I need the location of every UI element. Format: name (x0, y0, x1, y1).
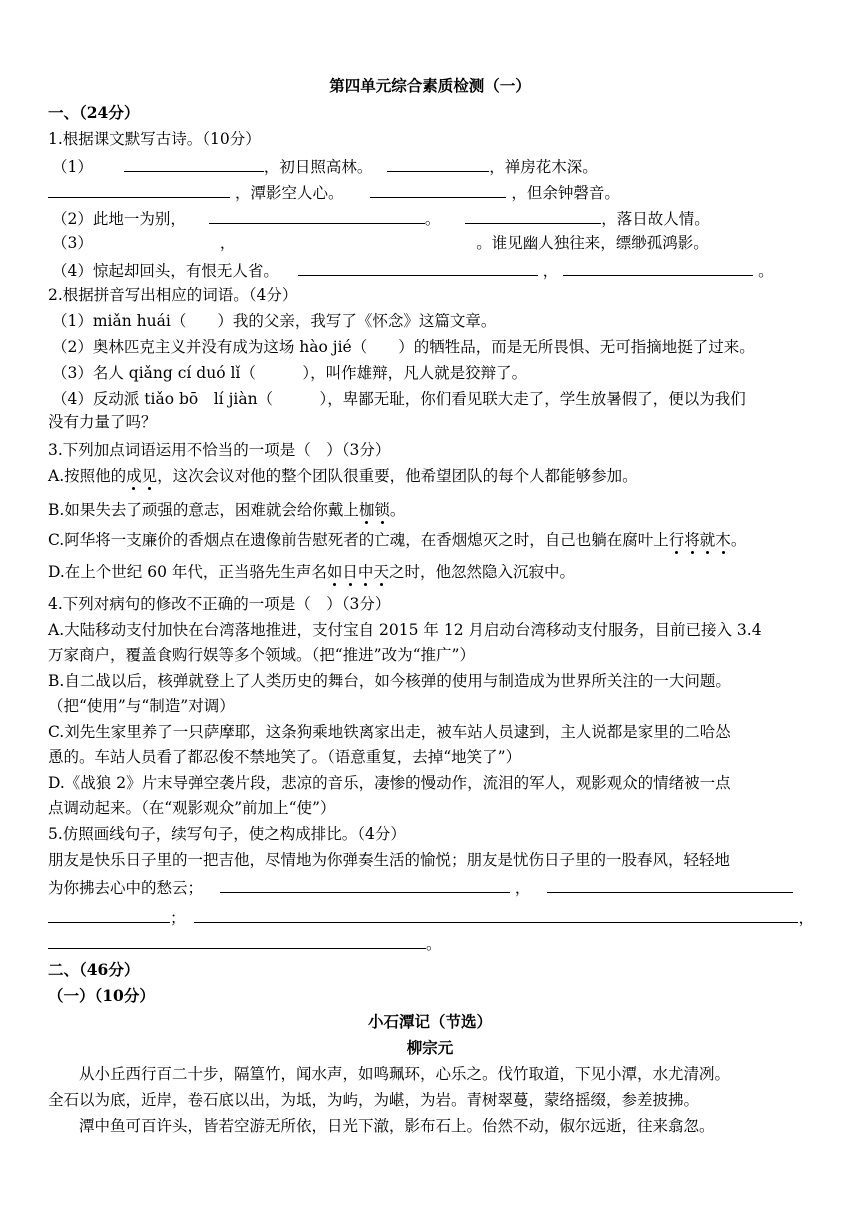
q1-line-4 (52, 233, 709, 253)
q4-option-b-1: B.自二战以后，核弹就登上了人类历史的舞台，如今核弹的使用与制造成为世界所关注的一大问题。 (48, 672, 731, 690)
answer-blank[interactable] (48, 906, 170, 923)
text: B.如果失去了顽强的意志，困难就会给你戴上 (48, 501, 359, 519)
section-2-header: 二、（46分） (48, 960, 140, 979)
q1-l3-label: （2）此地一为别， (52, 210, 186, 228)
q1-l3-text: 。 (424, 210, 441, 228)
text: D.在上个世纪 60 年代，正当骆先生声名 (48, 563, 327, 581)
dotted-char: 天 (373, 563, 389, 581)
q5-l3-semicolon: ； (170, 909, 186, 927)
answer-blank[interactable] (298, 259, 538, 276)
answer-blank[interactable] (220, 876, 510, 893)
answer-blank[interactable] (465, 207, 601, 224)
answer-blank[interactable] (209, 207, 425, 224)
poem-author: 柳宗元 (406, 1038, 454, 1057)
q4-option-a-2: 万家商户，覆盖食购行娱等多个领域。（把“推进”改为“推广”） (48, 646, 475, 664)
q1-line-1 (52, 155, 598, 177)
q1-l5-end: 。 (758, 262, 774, 280)
q4-option-c-1: C.刘先生家里养了一只萨摩耶，这条狗乘地铁离家出走，被车站人员逮到，主人说都是家里的二哈怂 (48, 723, 731, 741)
dotted-char: 如 (326, 563, 343, 581)
dotted-char: 木 (715, 531, 731, 549)
q4-option-d-1: D.《战狼 2》片末导弹空袭片段，悲凉的音乐，凄惨的慢动作，流泪的军人，观影观众的情绪被一点 (48, 774, 731, 792)
q1-stem: 1.根据课文默写古诗。（10分） (48, 130, 261, 148)
dotted-char: 行 (668, 531, 685, 549)
dotted-char: 日 (342, 563, 358, 581)
answer-blank[interactable] (370, 181, 506, 198)
q1-l1-label: （1） (52, 158, 93, 176)
answer-blank[interactable] (387, 155, 489, 172)
q5-l3-comma: ， (798, 909, 814, 927)
q1-l1-text: ，初日照高林。 (263, 158, 373, 176)
section-2-sub-1: （一）（10分） (48, 986, 155, 1005)
q3-option-d (48, 562, 575, 582)
q3-option-c (48, 530, 746, 550)
dotted-char: 就 (699, 531, 716, 549)
q4-option-a-1: A.大陆移动支付加快在台湾落地推进，支付宝自 2015 年 12 月启动台湾移动支付服务，目前已接入 3.4 (48, 621, 762, 639)
q1-l4-comma: ， (219, 234, 236, 252)
q5-line-2 (48, 876, 793, 898)
q2-stem: 2.根据拼音写出相应的词语。（4分） (48, 286, 298, 304)
q4-option-d-2: 点调动起来。（在“观影观众”前加上“使”） (48, 799, 336, 817)
dotted-char: 见 (141, 467, 158, 485)
answer-blank[interactable] (194, 906, 798, 923)
q1-line-5 (52, 259, 774, 281)
q4-stem: 4.下列对病句的修改不正确的一项是（ ）（3分） (48, 595, 391, 613)
q1-l2-text: ，潭影空人心。 (234, 184, 344, 202)
section-1-header: 一、（24分） (48, 103, 140, 122)
text: 之时，他忽然隐入沉寂中。 (388, 563, 575, 581)
text: 。 (730, 531, 747, 549)
q5-stem: 5.仿照画线句子，续写句子，使之构成排比。（4分） (48, 825, 406, 843)
q1-l4-label: （3） (52, 234, 93, 252)
poem-title: 小石潭记（节选） (367, 1012, 492, 1031)
q5-l2-comma: ， (514, 879, 531, 897)
answer-blank[interactable] (48, 181, 230, 198)
q2-line-3: （3）名人 qiǎng cí duó lǐ（ ），叫作雄辩，凡人就是狡辩了。 (52, 364, 528, 382)
answer-blank[interactable] (124, 155, 264, 172)
q2-line-2: （2）奥林匹克主义并没有成为这场 hào jié（ ）的牺牲品，而是无所畏惧、无可指摘地挺了过来。 (52, 338, 755, 356)
text: A.按照他的 (48, 467, 127, 485)
q5-line-3 (48, 906, 814, 928)
q1-l4-text: 。谁见幽人独往来，缥缈孤鸿影。 (476, 234, 709, 252)
q2-line-1: （1）miǎn huái（ ）我的父亲，我写了《怀念》这篇文章。 (52, 312, 497, 330)
q3-option-b (48, 500, 405, 520)
passage-line-2: 全石以为底，近岸，卷石底以出，为坻，为屿，为嵁，为岩。青树翠蔓，蒙络摇缀，参差披拂。 (48, 1091, 700, 1109)
q5-line-1: 朋友是快乐日子里的一把吉他，尽情地为你弹奏生活的愉悦；朋友是忧伤日子里的一股春风，轻轻地 (48, 851, 731, 869)
page-title: 第四单元综合素质检测（一） (329, 76, 531, 95)
q5-l4-end: 。 (426, 935, 442, 953)
q1-l5-comma: ， (542, 262, 559, 280)
passage-line-3: 潭中鱼可百许头，皆若空游无所依，日光下澈，影布石上。佁然不动，俶尔远逝，往来翕忽。 (79, 1117, 715, 1135)
q2-line-5: 没有力量了吗？ (48, 413, 157, 431)
q3-option-a (48, 466, 638, 486)
answer-blank[interactable] (48, 932, 426, 949)
q1-line-2 (48, 181, 620, 203)
dotted-char: 锁 (374, 501, 390, 519)
dotted-char: 中 (357, 563, 374, 581)
dotted-char: 枷 (358, 501, 375, 519)
q3-stem: 3.下列加点词语运用不恰当的一项是（ ）（3分） (48, 441, 391, 459)
q5-line-4 (48, 932, 442, 954)
dotted-char: 将 (684, 531, 700, 549)
passage-line-1: 从小丘西行百二十步，隔篁竹，闻水声，如鸣珮环，心乐之。伐竹取道，下见小潭，水尤清冽。 (79, 1065, 731, 1083)
text: 。 (389, 501, 406, 519)
q1-l2-text-2: ，但余钟磬音。 (511, 184, 620, 202)
q2-line-4: （4）反动派 tiǎo bō lí jiàn（ ），卑鄙无耻，你们看见联大走了，学生放暑假了，便以为我们 (52, 390, 746, 408)
q1-l5-text: （4）惊起却回头，有恨无人省。 (52, 262, 279, 280)
dotted-char: 成 (126, 467, 142, 485)
text: ，这次会议对他的整个团队很重要，他希望团队的每个人都能够参加。 (157, 467, 638, 485)
q1-line-3 (52, 207, 710, 229)
q5-l2-text: 为你拂去心中的愁云； (48, 879, 204, 897)
q1-l1-text-2: ，禅房花木深。 (489, 158, 598, 176)
q4-option-b-2: （把“使用”与“制造”对调） (48, 697, 235, 715)
q1-l3-text-2: ，落日故人情。 (601, 210, 710, 228)
answer-blank[interactable] (547, 876, 793, 893)
answer-blank[interactable] (563, 259, 753, 276)
q4-option-c-2: 恿的。车站人员看了都忍俊不禁地笑了。（语意重复，去掉“地笑了”） (48, 748, 522, 766)
text: C.阿华将一支廉价的香烟点在遗像前告慰死者的亡魂，在香烟熄灭之时，自己也躺在腐叶上 (48, 531, 669, 549)
